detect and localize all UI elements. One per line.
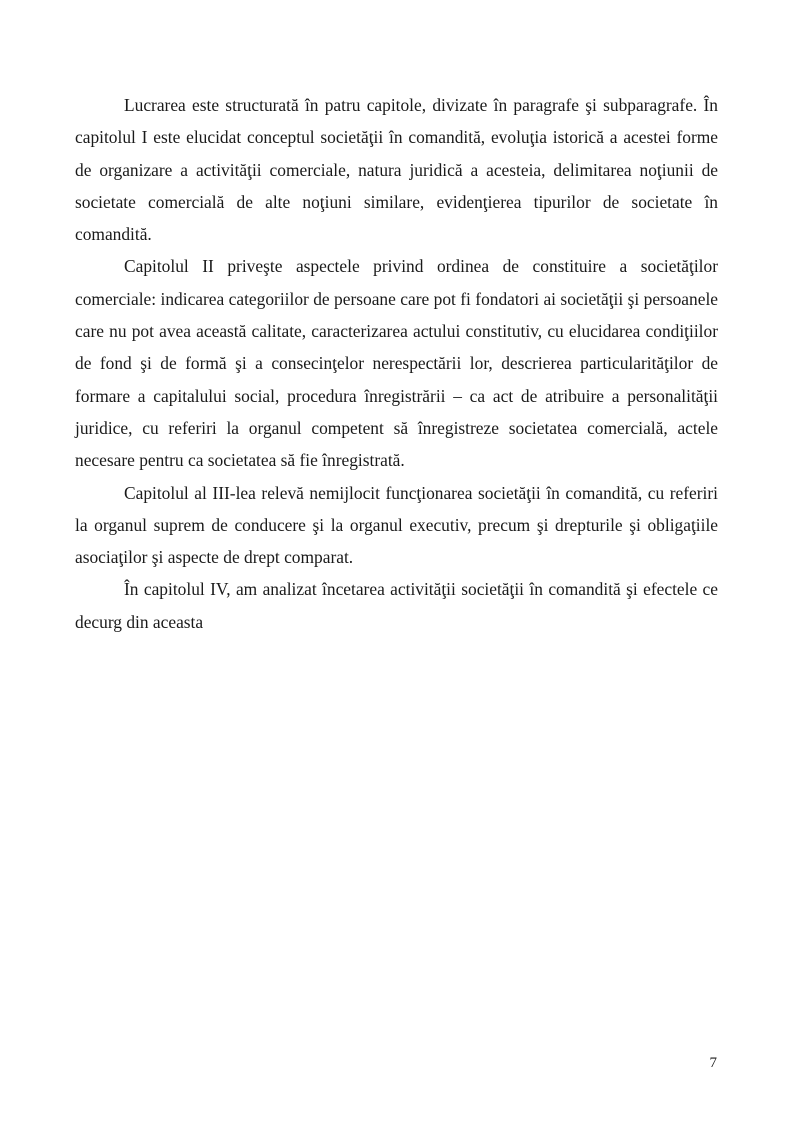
paragraph-2: Capitolul II priveşte aspectele privind ordinea de constituire a societăţilor comerciale: indicarea categoriilor de persoane care pot fi fondatori ai societăţii şi persoanele care nu pot avea această calitate, caracterizarea actului constitutiv, cu elucidarea condiţiilor de fond şi de formă şi a consecinţelor nerespectării lor, descrierea particularităţilor de formare a capitalului social, procedura înregistrării – ca act de atribuire a personalităţii juridice, cu referiri la organul competent să înregistreze societatea comercială, actele necesare pentru ca societatea să fie înregistrată.	[75, 256, 718, 471]
paragraph-1: Lucrarea este structurată în patru capitole, divizate în paragrafe şi subparagrafe. În capitolul I este elucidat conceptul societăţii în comandită, evoluţia istorică a acestei forme de organizare a activităţii comerciale, natura juridică a acesteia, delimitarea noţiunii de societate comercială de alte noţiuni similare, evidenţierea tipurilor de societate în comandită.	[75, 95, 718, 245]
body-text	[75, 89, 718, 638]
paragraph-4: În capitolul IV, am analizat încetarea activităţii societăţii în comandită şi efectele ce decurg din aceasta	[75, 579, 718, 632]
paragraph-3: Capitolul al III-lea relevă nemijlocit funcţionarea societăţii în comandită, cu referiri la organul suprem de conducere şi la organul executiv, precum şi drepturile şi obligaţiile asociaţilor şi aspecte de drept comparat.	[75, 482, 718, 568]
page-number: 7	[709, 1055, 717, 1071]
